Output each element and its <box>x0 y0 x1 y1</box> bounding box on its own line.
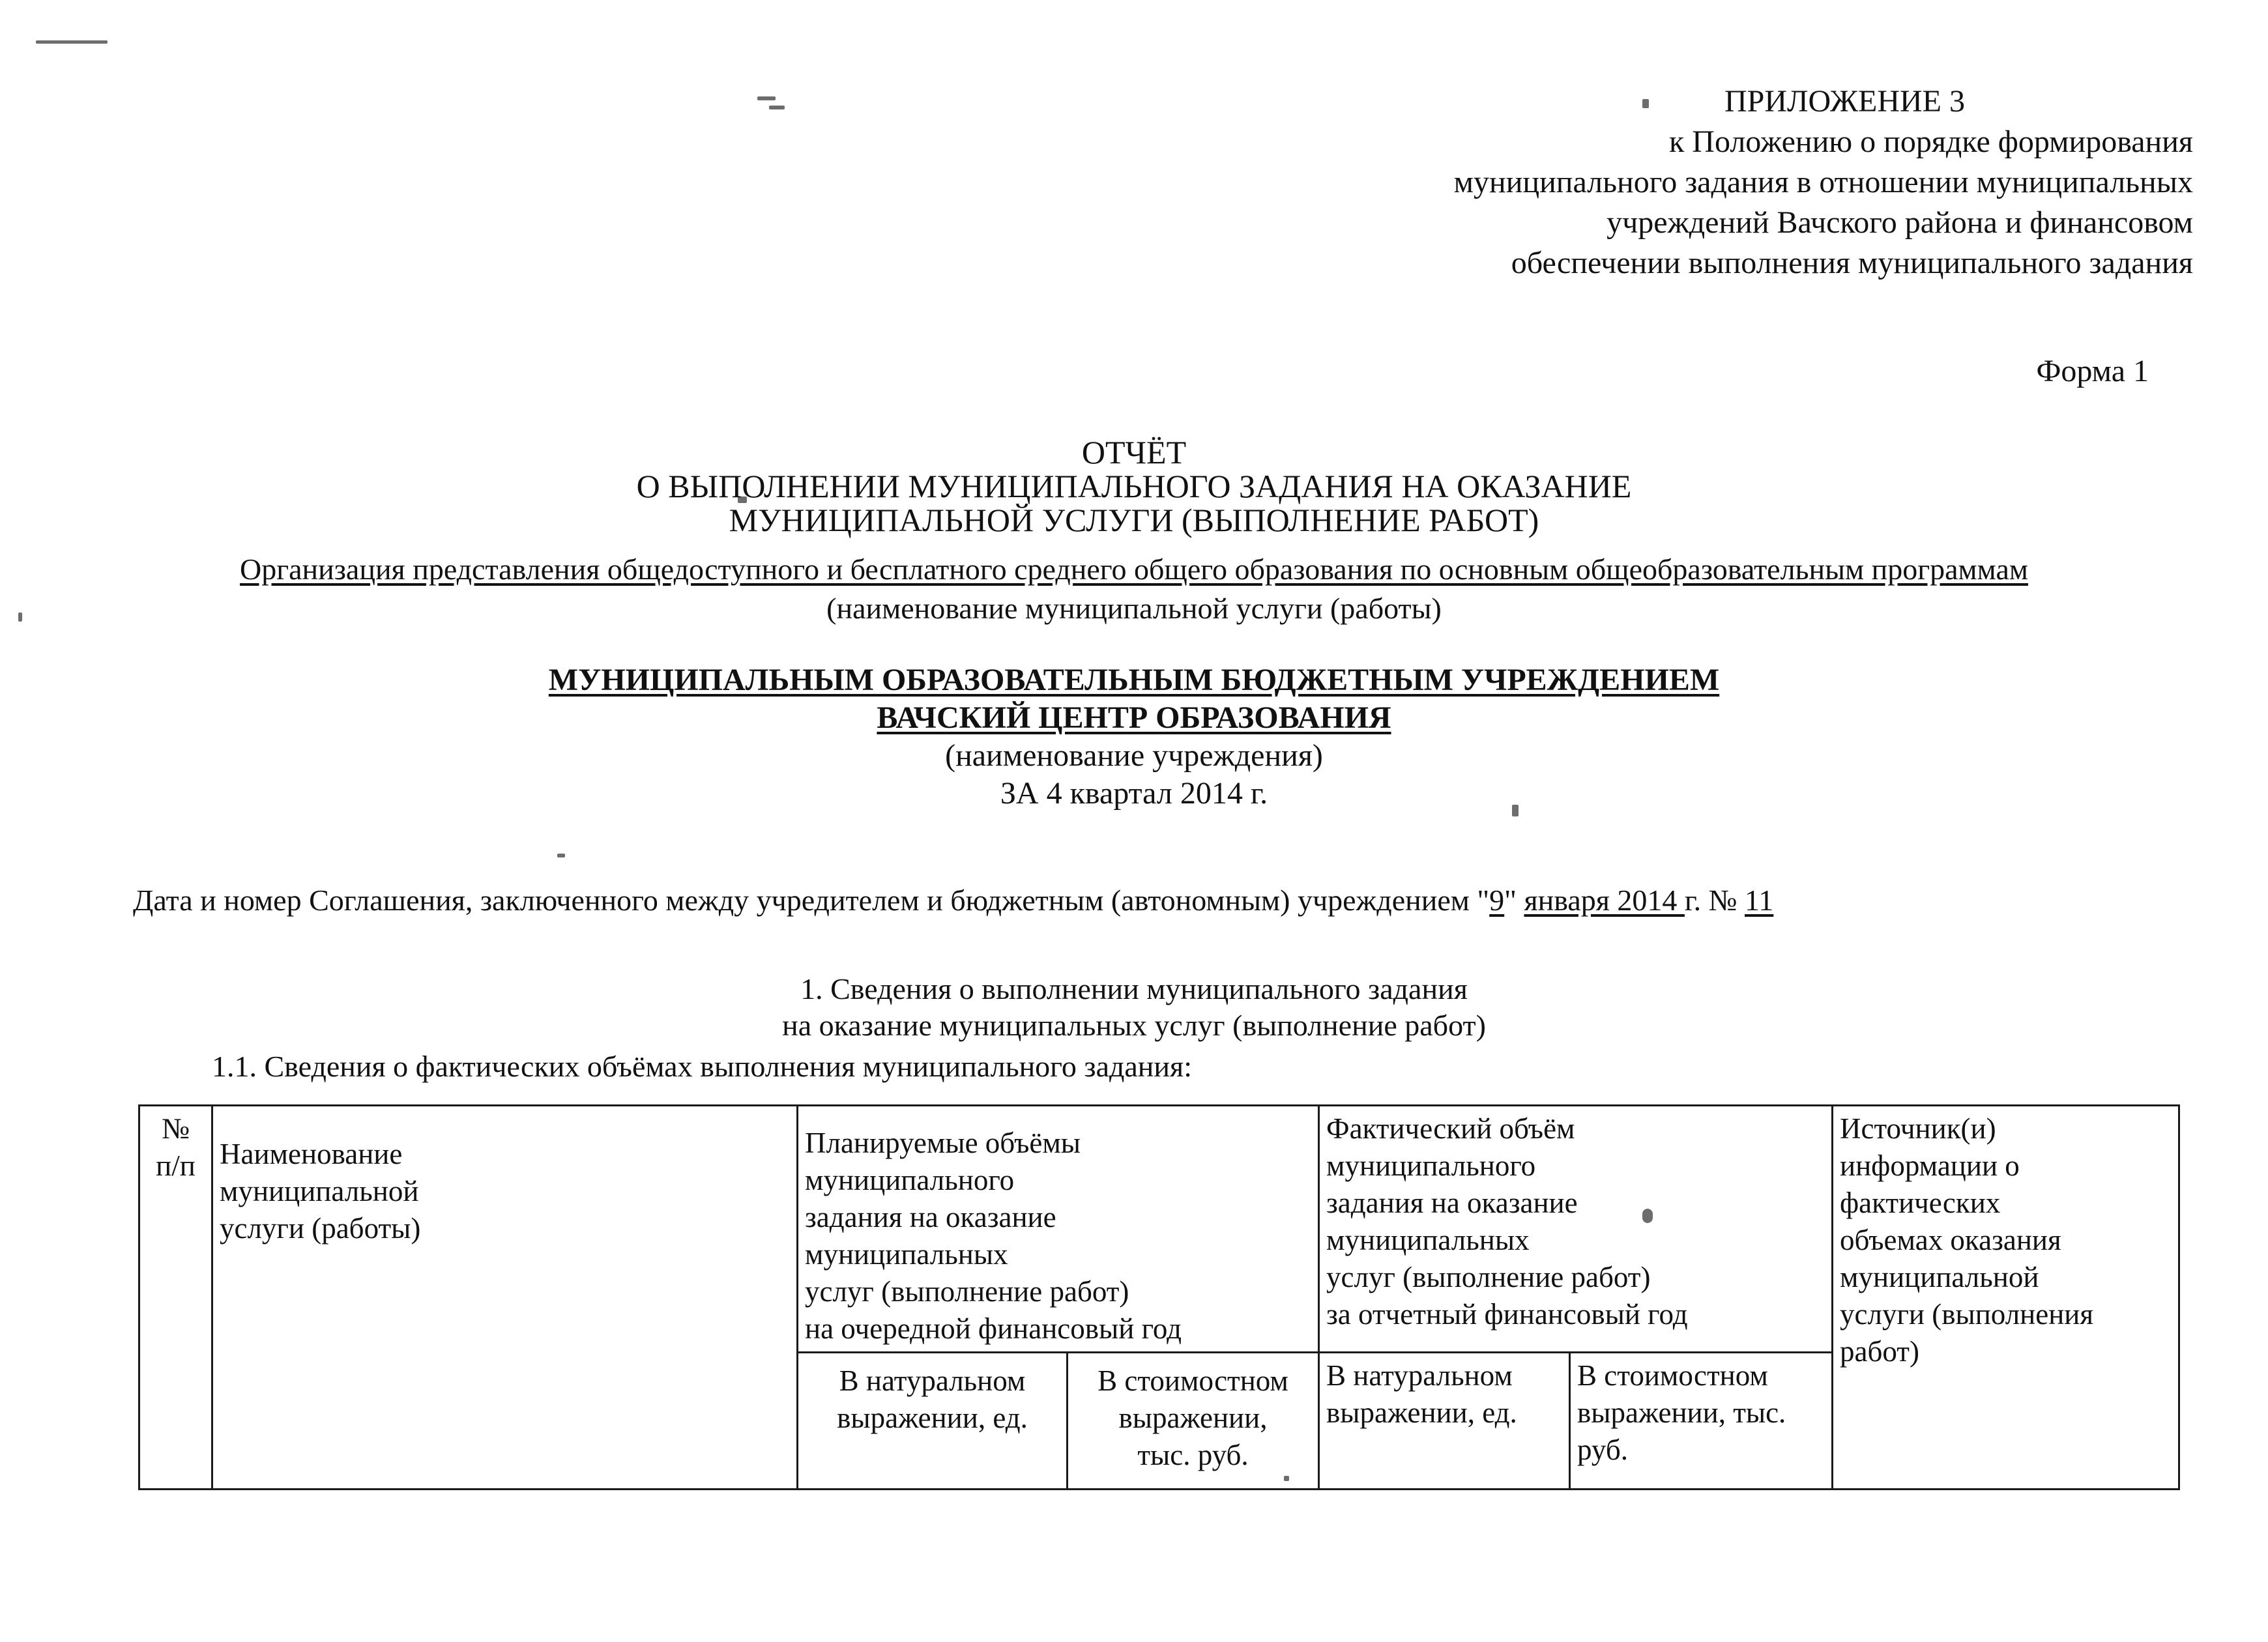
agreement-number-label: г. № <box>1684 884 1745 917</box>
report-title-line: ОТЧЁТ <box>1081 434 1187 470</box>
header-service-name: Наименование муниципальной услуги (работы) <box>212 1106 798 1490</box>
form-label: Форма 1 <box>2036 354 2149 388</box>
agreement-day: 9 <box>1489 884 1505 917</box>
appendix-block <box>1454 81 2193 283</box>
header-info-source: Источник(и) информации о фактических объемах оказания муниципальной услуги (выполнения работ) <box>1833 1106 2179 1490</box>
header-actual-volume: Фактический объём муниципального задания на оказание муниципальных услуг (выполнение работ) за отчетный финансовый год <box>1319 1106 1833 1353</box>
institution-name-line: ВАЧСКИЙ ЦЕНТР ОБРАЗОВАНИЯ <box>877 700 1391 735</box>
subheader-actual-natural: В натуральном выражении, ед. <box>1319 1353 1570 1490</box>
section-heading <box>0 971 2268 1044</box>
subheader-planned-natural: В натуральном выражении, ед. <box>798 1353 1068 1490</box>
institution-block <box>0 661 2268 813</box>
agreement-number: 11 <box>1745 884 1774 917</box>
appendix-line: учреждений Вачского района и финансовом <box>1606 205 2193 240</box>
scan-speck <box>557 854 565 857</box>
header-num: № п/п <box>139 1106 212 1490</box>
appendix-line: муниципального задания в отношении муниципальных <box>1453 165 2193 199</box>
agreement-year: 2014 <box>1617 884 1685 917</box>
report-period: ЗА 4 квартал 2014 г. <box>1000 776 1268 811</box>
scan-speck <box>769 106 785 109</box>
service-name-block <box>0 550 2268 628</box>
scan-mark <box>36 40 108 44</box>
service-name: Организация представления общедоступного и бесплатного среднего общего образования по основным общеобразовательным программам <box>240 553 2028 586</box>
header-planned-volume: Планируемые объёмы муниципального задания на оказание муниципальных услуг (выполнение работ) на очередной финансовый год <box>798 1106 1319 1353</box>
scan-speck <box>757 96 776 100</box>
subsection-heading: 1.1. Сведения о фактических объёмах выполнения муниципального задания: <box>212 1050 1192 1083</box>
volumes-table <box>138 1104 2180 1490</box>
appendix-line: обеспечении выполнения муниципального задания <box>1511 246 2193 280</box>
report-title-line: О ВЫПОЛНЕНИИ МУНИЦИПАЛЬНОГО ЗАДАНИЯ НА ОКАЗАНИЕ <box>636 468 1632 504</box>
appendix-title: ПРИЛОЖЕНИЕ 3 <box>1724 84 1965 119</box>
agreement-month: января <box>1524 884 1618 917</box>
agreement-text: Дата и номер Соглашения, заключенного между учредителем и бюджетным (автономным) учреждением " <box>133 884 1490 917</box>
appendix-line: к Положению о порядке формирования <box>1668 124 2193 159</box>
section-heading-line: на оказание муниципальных услуг (выполнение работ) <box>782 1009 1486 1042</box>
report-title-line: МУНИЦИПАЛЬНОЙ УСЛУГИ (ВЫПОЛНЕНИЕ РАБОТ) <box>729 502 1539 538</box>
agreement-line <box>133 883 1773 917</box>
section-heading-line: 1. Сведения о выполнении муниципального задания <box>800 972 1468 1005</box>
subheader-actual-cost: В стоимостном выражении, тыс. руб. <box>1570 1353 1833 1490</box>
table-header-row <box>139 1106 2179 1353</box>
institution-name-line: МУНИЦИПАЛЬНЫМ ОБРАЗОВАТЕЛЬНЫМ БЮДЖЕТНЫМ УЧРЕЖДЕНИЕМ <box>548 663 1720 697</box>
report-title <box>0 435 2268 537</box>
subheader-planned-cost: В стоимостном выражении, тыс. руб. <box>1068 1353 1319 1490</box>
agreement-quote: " <box>1504 884 1524 917</box>
service-name-caption: (наименование муниципальной услуги (работы) <box>826 592 1442 625</box>
institution-caption: (наименование учреждения) <box>945 738 1323 773</box>
